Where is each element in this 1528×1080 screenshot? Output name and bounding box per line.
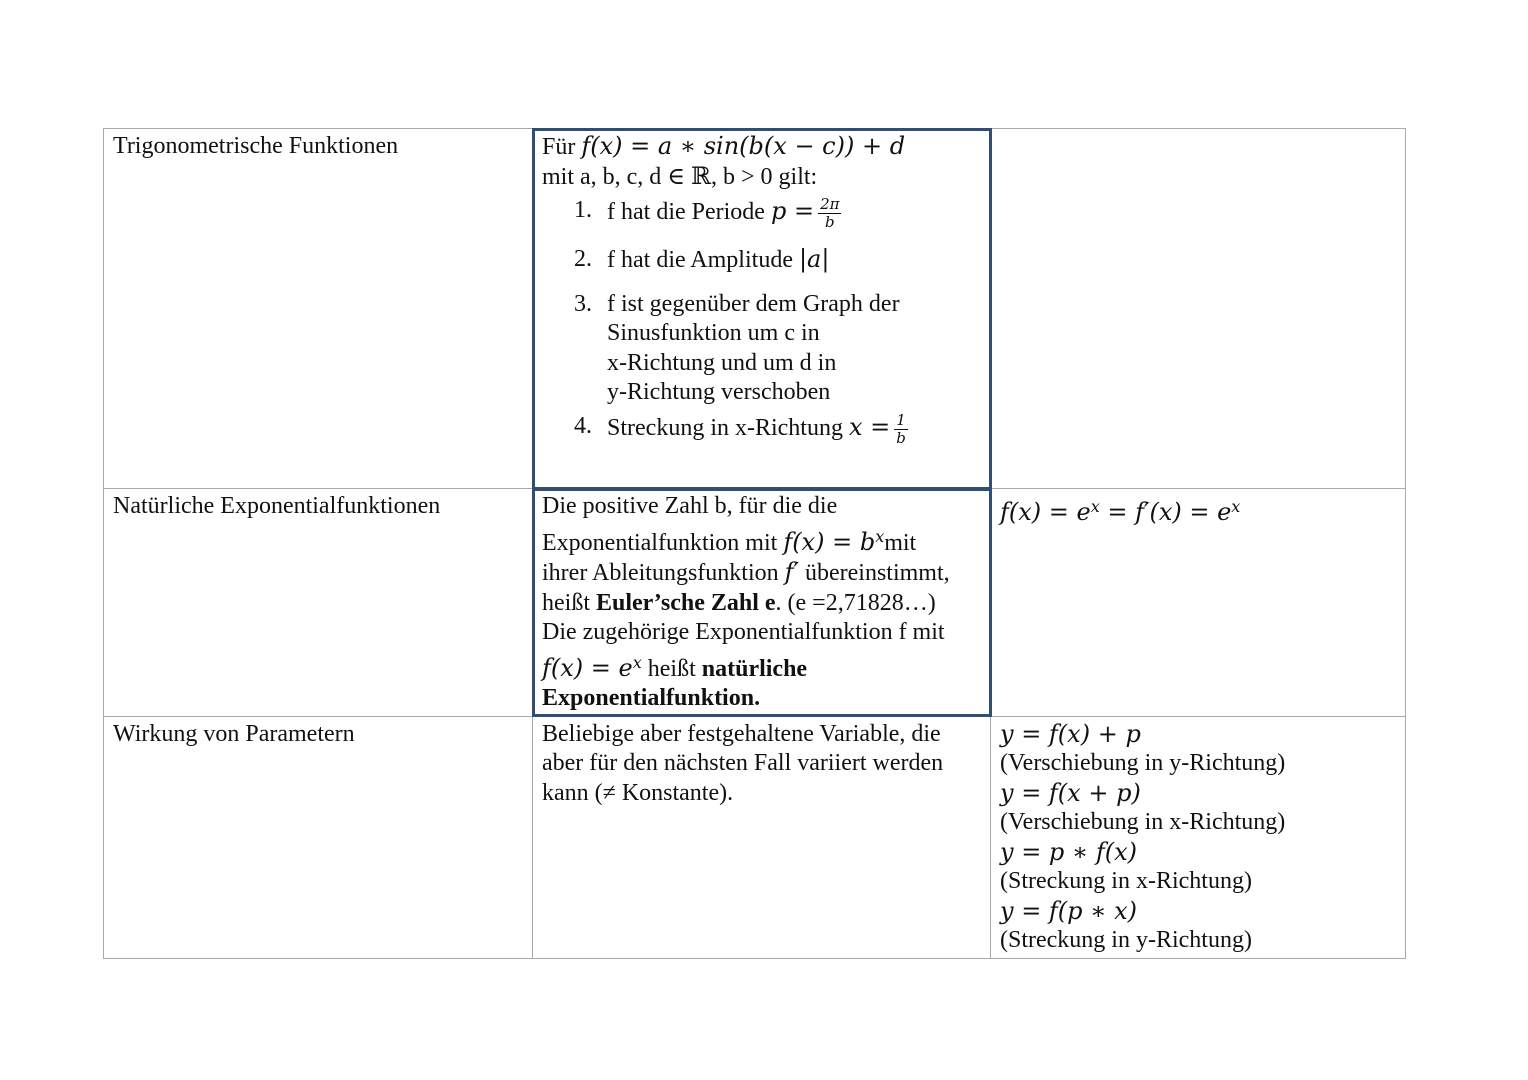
topic-label: Trigonometrische Funktionen xyxy=(113,133,399,159)
example-note: (Verschiebung in x-Richtung) xyxy=(1000,809,1286,835)
definition-cell: Beliebige aber festgehaltene Variable, die aber für den nächsten Fall variiert werden kann (≠ Konstante). xyxy=(533,716,991,958)
list-item: 2. f hat die Amplitude |a| xyxy=(574,245,830,273)
topic-cell xyxy=(104,129,533,489)
example-formula: y = f(x) + p xyxy=(1000,719,1141,748)
list-item: 1. f hat die Periode p = $\frac{2\pi}{b}$ xyxy=(574,195,840,231)
topic-label: Wirkung von Parametern xyxy=(113,720,355,747)
math-summary-table xyxy=(103,128,1406,959)
condition-line: mit a, b, c, d ∈ ℝ, b > 0 gilt: xyxy=(542,163,818,190)
definition-cell: Die positive Zahl b, für die die Exponentialfunktion mit $f(x) = b^xmit$ ihrer Ableitungsfunktion f′ übereinstimmt, heißt Euler’sche Zahl e. (e =2,71828…) Die zugehörige Exponentialfunktion f mit $f(x) = e^x$ heißt natürliche Exponentialfunktion. xyxy=(533,489,991,717)
list-item: 4. Streckung in x-Richtung x = $\frac{1}{b}$ xyxy=(574,410,906,447)
euler-term: Euler’sche Zahl e xyxy=(596,589,776,616)
example-note: (Verschiebung in y-Richtung) xyxy=(1000,750,1286,776)
fraction: $\frac{1}{b}$ xyxy=(896,410,906,447)
definition-cell xyxy=(533,129,991,489)
intro-formula: f(x) = a ∗ sin(b(x − c)) + d xyxy=(581,132,906,160)
example-formula: y = f(x + p) xyxy=(1000,778,1141,807)
example-cell xyxy=(991,716,1406,958)
example-cell xyxy=(991,489,1406,717)
list-item: 3. f ist gegenüber dem Graph der Sinusfunktion um c in x-Richtung und um d in y-Richtung verschoben xyxy=(574,290,900,405)
property-list xyxy=(542,196,981,447)
table-row xyxy=(104,716,1406,958)
intro-line: Für f(x) = a ∗ sin(b(x − c)) + d xyxy=(542,132,906,160)
topic-cell xyxy=(104,716,533,958)
topic-cell xyxy=(104,489,533,717)
example-cell xyxy=(991,129,1406,489)
example-formula: y = f(p ∗ x) xyxy=(1000,896,1138,925)
example-formula: y = p ∗ f(x) xyxy=(1000,837,1138,866)
fraction: $\frac{2\pi}{b}$ xyxy=(820,195,840,231)
table-row xyxy=(104,489,1406,717)
table-row xyxy=(104,129,1406,489)
topic-label: Natürliche Exponentialfunktionen xyxy=(113,493,441,519)
example-note: (Streckung in x-Richtung) xyxy=(1000,868,1252,894)
example-formula: $f(x) = e^x = f'(x) = e^x$ xyxy=(1000,497,1241,526)
example-note: (Streckung in y-Richtung) xyxy=(1000,927,1252,953)
